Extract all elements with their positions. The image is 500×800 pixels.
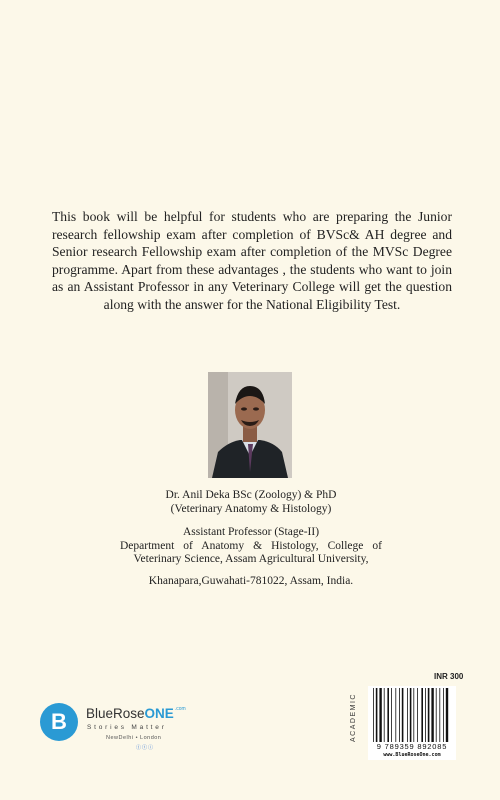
barcode-bar: [376, 688, 378, 742]
author-name: Dr. Anil Deka BSc (Zoology) & PhD: [165, 489, 337, 501]
publisher-tagline: Stories Matter: [87, 724, 167, 731]
barcode-bar: [373, 688, 374, 742]
publisher-logo: [40, 703, 240, 751]
barcode-bar: [379, 688, 381, 742]
barcode-bar: [413, 688, 414, 742]
publisher-website: www.BlueRoseOne.com: [383, 752, 441, 758]
barcode-bar: [384, 688, 385, 742]
author-photo: [208, 372, 292, 478]
publisher-cities: NewDelhi • London: [106, 735, 162, 741]
barcode-bar: [387, 688, 389, 742]
isbn-barcode: [368, 686, 456, 760]
barcode-bar: [399, 688, 400, 742]
barcode-bar: [431, 688, 433, 742]
author-info: [120, 489, 382, 588]
barcode-bar: [407, 688, 408, 742]
publisher-name: BlueRoseONE$^{.com}$: [86, 706, 186, 721]
back-cover-blurb: This book will be helpful for students who are preparing the Junior research fellowship exam after completion of BVSc& AH degree and Senior research Fellowship exam after completion of the MVSc Degree programme. Apart from these advantages , the students who want to join as an Assistant Professor in any Veterinary College will get the question along with the answer for the National Eligibility Test.: [52, 209, 452, 312]
author-address: Khanapara,Guwahati-781022, Assam, India.: [148, 574, 354, 587]
barcode-bar: [402, 688, 404, 742]
author-qualification: (Veterinary Anatomy & Histology): [170, 502, 332, 515]
social-icons: ⓕⓣⓘ: [136, 745, 155, 751]
barcode-bar: [417, 688, 418, 742]
bluerose-logo-icon: B: [40, 703, 78, 741]
barcode-bar: [395, 688, 396, 742]
author-position: Assistant Professor (Stage-II): [182, 526, 320, 538]
author-department: Department of Anatomy & Histology, College of Veterinary Science, Assam Agricultural University,: [120, 539, 382, 565]
barcode-bar: [410, 688, 412, 742]
barcode-bar: [421, 688, 423, 742]
category-label: ACADEMIC: [350, 693, 357, 742]
barcode-bar: [391, 688, 392, 742]
barcode-bar: [425, 688, 426, 742]
barcode-bar: [439, 688, 440, 742]
barcode-bar: [443, 688, 444, 742]
barcode-bar: [436, 688, 437, 742]
price-label: INR 300: [434, 672, 464, 681]
isbn-number: 9 789359 892085: [376, 742, 448, 751]
barcode-bars: [372, 688, 452, 742]
barcode-bar: [428, 688, 430, 742]
barcode-bar: [446, 688, 448, 742]
